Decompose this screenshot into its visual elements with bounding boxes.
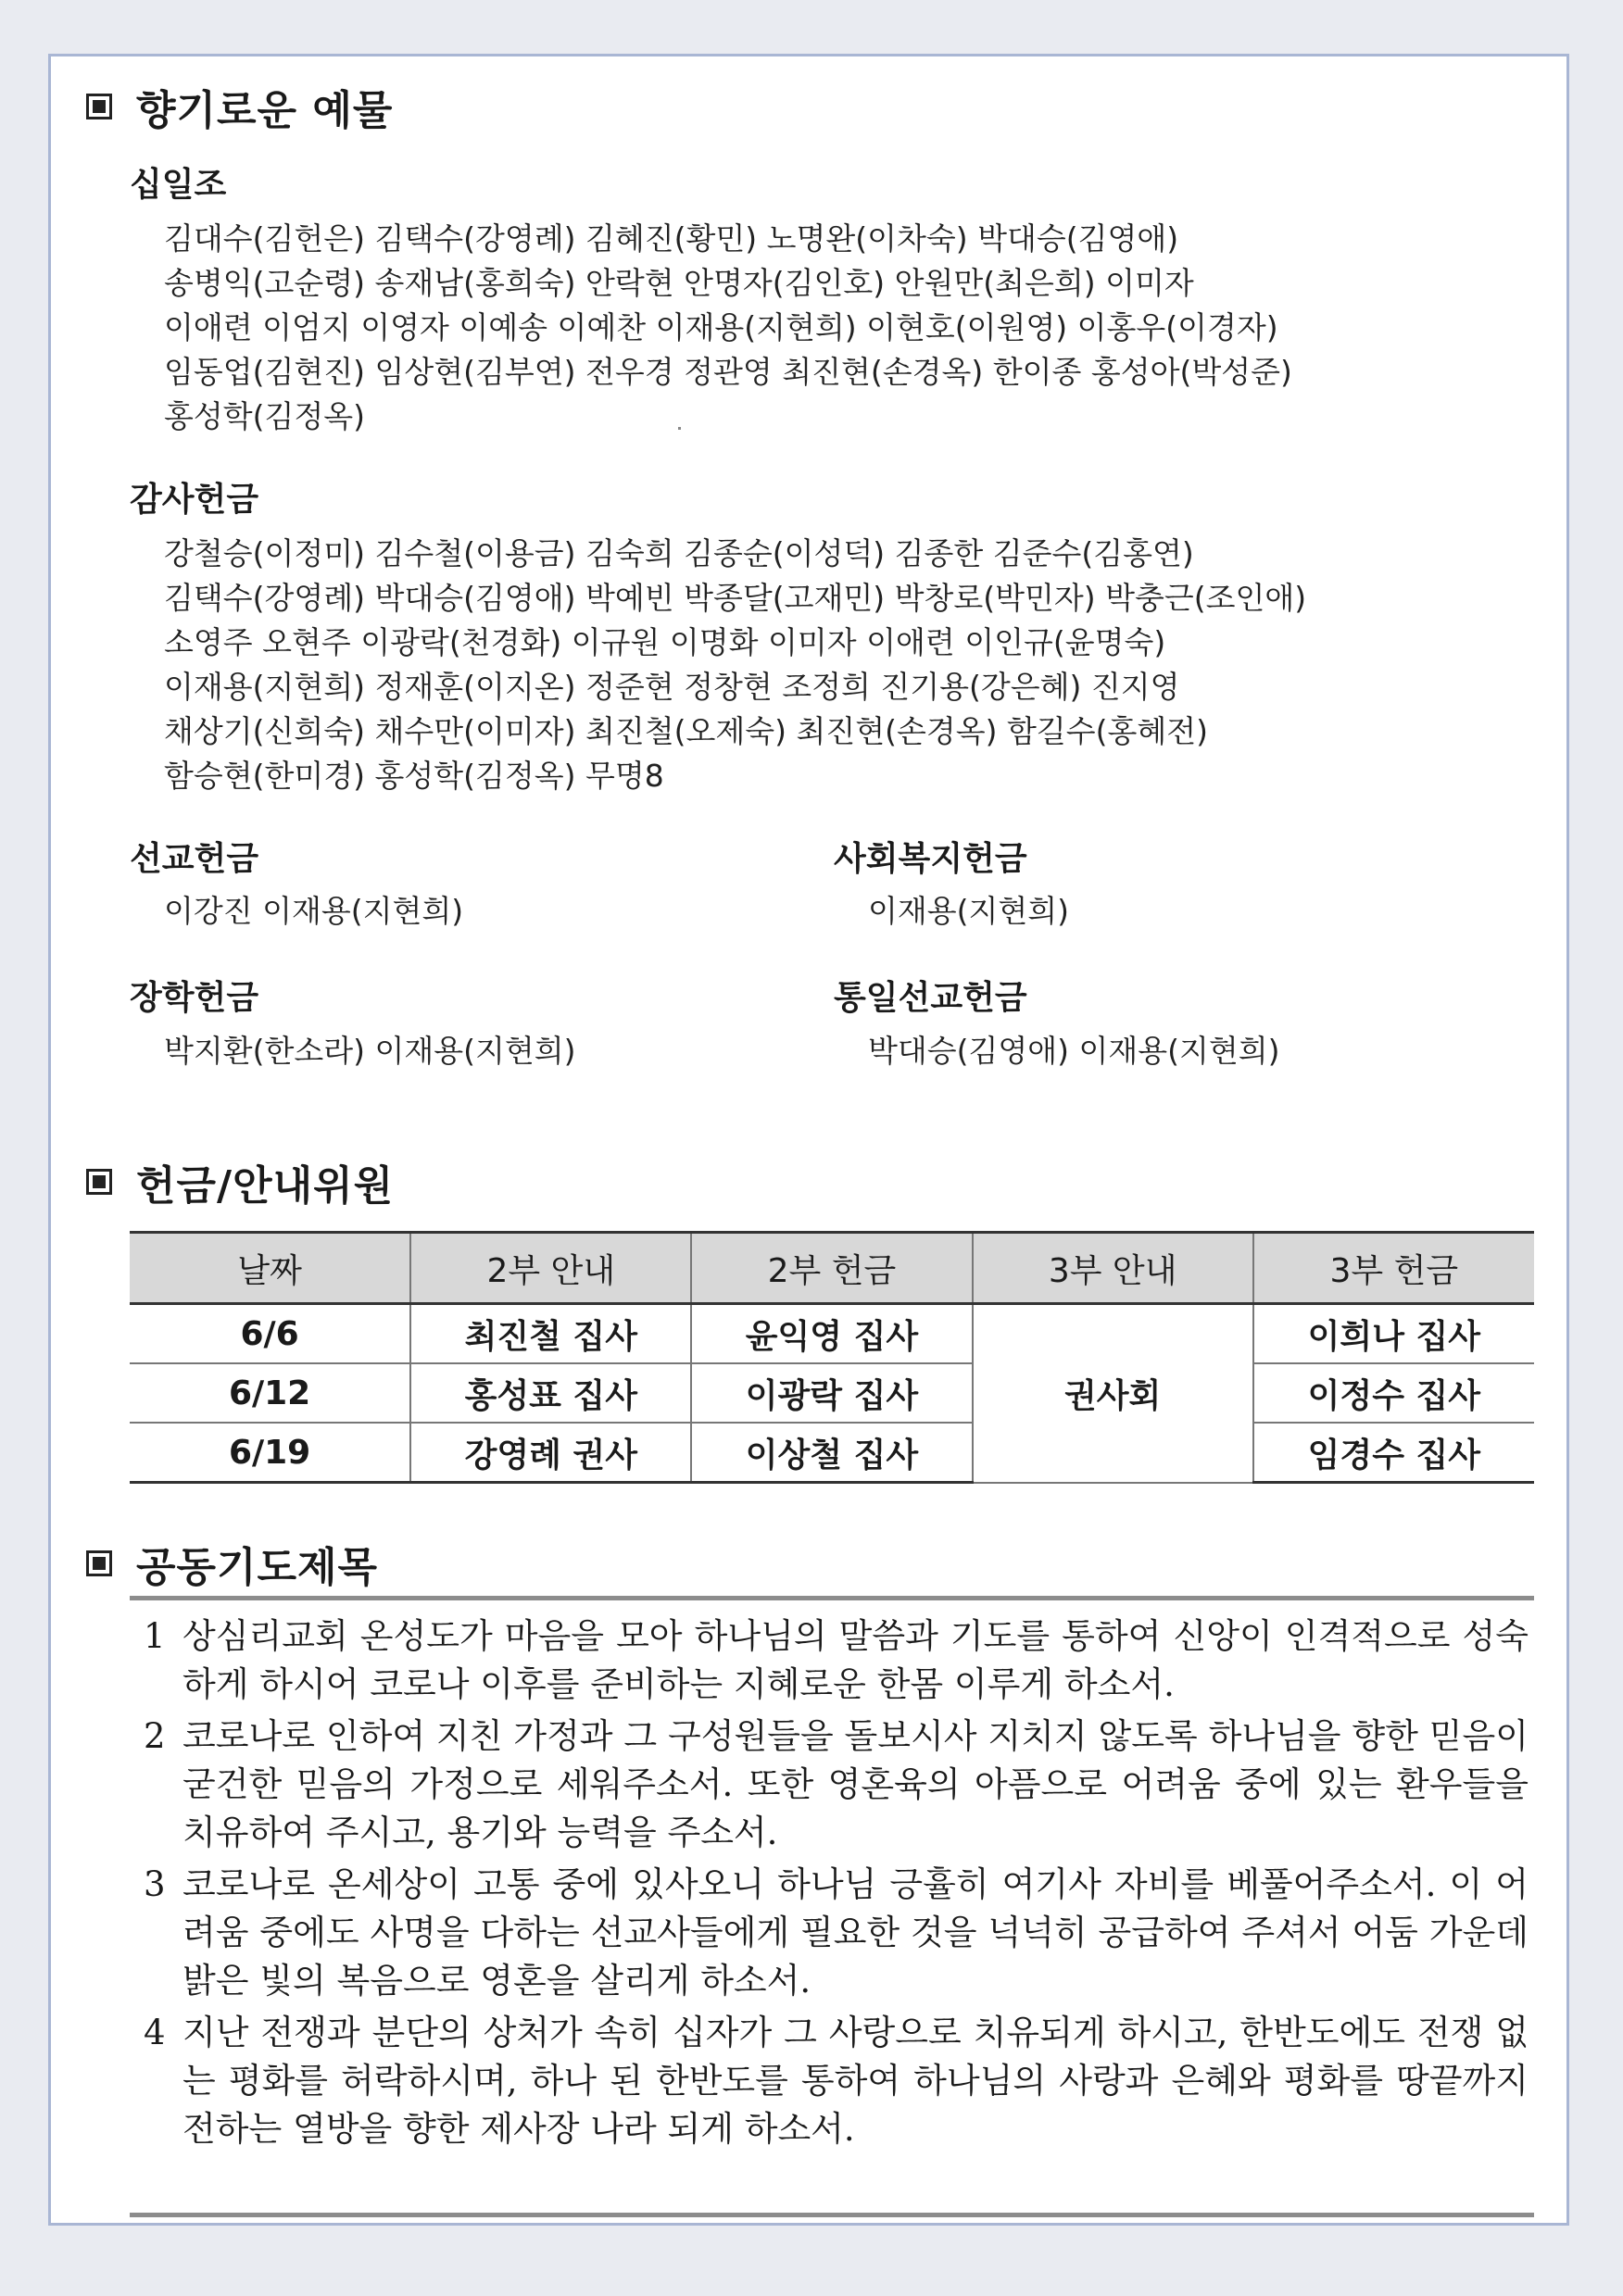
- prayer-number: 3: [144, 1864, 166, 1904]
- offerings-title: 향기로운 예물: [136, 87, 394, 134]
- tithe-names: 김대수(김헌은) 김택수(강영례) 김혜진(황민) 노명완(이차숙) 박대승(김영애) 송병익(고순령) 송재남(홍희숙) 안락현 안명자(김인호) 안원만(최은희) 이미자 이애련 이엄지 이영자 이예송 이예찬 이재용(지현희) 이현호(이원영) 이홍우(이경자) 임동업(김현진) 임상현(김부연) 전우경 정관영 최진현(손경옥) 한이종 홍성아(박성준) 홍성학(김정옥): [164, 220, 1292, 434]
- guide2-cell: 홍성표 집사: [410, 1363, 691, 1423]
- tithe-label: 십일조: [130, 166, 227, 204]
- offering3-cell: 임경수 집사: [1253, 1423, 1534, 1483]
- guide2-cell: 최진철 집사: [410, 1304, 691, 1364]
- ushers-title: 헌금/안내위원: [136, 1162, 395, 1210]
- prayer-item: [144, 2009, 1529, 2153]
- mission-label: 선교헌금: [130, 840, 259, 878]
- offering2-cell: 윤익영 집사: [691, 1304, 972, 1364]
- prayer-number: 1: [144, 1616, 166, 1656]
- usher-table: [130, 1231, 1534, 1484]
- prayer-text: 지난 전쟁과 분단의 상처가 속히 십자가 그 사랑으로 치유되게 하시고, 한반도에도 전쟁 없는 평화를 허락하시며, 하나 된 한반도를 통하여 하나님의 사랑과 은혜와 평화를 땅끝까지 전하는 열방을 향한 제사장 나라 되게 하소서.: [182, 2013, 1529, 2149]
- square-bullet-icon: [86, 94, 112, 119]
- thanks-label: 감사헌금: [130, 481, 259, 519]
- square-bullet-icon: [86, 1169, 112, 1195]
- prayer-item: [144, 1612, 1529, 1709]
- table-row: [130, 1423, 1534, 1483]
- scan-speck: [678, 427, 681, 430]
- col-2nd-offering: 2부 헌금: [691, 1233, 972, 1304]
- table-header-row: [130, 1233, 1534, 1304]
- square-bullet-icon: [86, 1550, 112, 1576]
- thanks-names: 강철승(이정미) 김수철(이용금) 김숙희 김종순(이성덕) 김종한 김준수(김홍연) 김택수(강영례) 박대승(김영애) 박예빈 박종달(고재민) 박창로(박민자) 박충근(조인애) 소영주 오현주 이광락(천경화) 이규원 이명화 이미자 이애련 이인규(윤명숙) 이재용(지현희) 정재훈(이지온) 정준현 정창현 조정희 진기용(강은혜) 진지영 채상기(신희숙) 채수만(이미자) 최진철(오제숙) 최진현(손경옥) 함길수(홍혜전) 함승현(한미경) 홍성학(김정옥) 무명8: [164, 535, 1307, 794]
- col-2nd-guide: 2부 안내: [410, 1233, 691, 1304]
- welfare-names: 이재용(지현희): [868, 893, 1070, 929]
- ushers-header: [86, 1152, 394, 1211]
- unification-label: 통일선교헌금: [834, 979, 1027, 1017]
- col-3rd-guide: 3부 안내: [973, 1233, 1253, 1304]
- scholarship-label: 장학헌금: [130, 979, 259, 1017]
- table-row: [130, 1363, 1534, 1423]
- welfare-label: 사회복지헌금: [834, 840, 1027, 878]
- prayer-text: 코로나로 인하여 지친 가정과 그 구성원들을 돌보시사 지치지 않도록 하나님을 향한 믿음이 굳건한 믿음의 가정으로 세워주소서. 또한 영혼육의 아픔으로 어려움 중에 있는 환우들을 치유하여 주시고, 용기와 능력을 주소서.: [182, 1716, 1529, 1852]
- prayer-top-rule: [130, 1596, 1534, 1600]
- offering2-cell: 이광락 집사: [691, 1363, 972, 1423]
- offering3-cell: 이정수 집사: [1253, 1363, 1534, 1423]
- date-cell: 6/12: [130, 1363, 410, 1423]
- table-row: [130, 1304, 1534, 1364]
- col-date: 날짜: [130, 1233, 410, 1304]
- prayer-text: 코로나로 온세상이 고통 중에 있사오니 하나님 긍휼히 여기사 자비를 베풀어주소서. 이 어려움 중에도 사명을 다하는 선교사들에게 필요한 것을 넉넉히 공급하여 주셔서 어둠 가운데 밝은 빛의 복음으로 영혼을 살리게 하소서.: [182, 1864, 1529, 2001]
- prayer-bottom-rule: [130, 2213, 1534, 2217]
- prayer-list: [144, 1612, 1529, 2157]
- prayer-number: 4: [144, 2013, 166, 2052]
- offering3-cell: 이희나 집사: [1253, 1304, 1534, 1364]
- mission-names: 이강진 이재용(지현희): [164, 893, 464, 929]
- col-3rd-offering: 3부 헌금: [1253, 1233, 1534, 1304]
- guide3-merged-cell: 권사회: [973, 1304, 1253, 1483]
- prayer-number: 2: [144, 1716, 166, 1756]
- scholarship-names: 박지환(한소라) 이재용(지현희): [164, 1033, 576, 1069]
- guide2-cell: 강영례 권사: [410, 1423, 691, 1483]
- bulletin-page: [48, 54, 1569, 2226]
- prayer-item: [144, 1861, 1529, 2005]
- offerings-header: [86, 77, 393, 136]
- date-cell: 6/6: [130, 1304, 410, 1364]
- prayer-item: [144, 1713, 1529, 1857]
- offering2-cell: 이상철 집사: [691, 1423, 972, 1483]
- date-cell: 6/19: [130, 1423, 410, 1483]
- unification-names: 박대승(김영애) 이재용(지현희): [868, 1033, 1280, 1069]
- prayer-text: 상심리교회 온성도가 마음을 모아 하나님의 말씀과 기도를 통하여 신앙이 인격적으로 성숙하게 하시어 코로나 이후를 준비하는 지혜로운 한몸 이루게 하소서.: [182, 1616, 1529, 1704]
- prayer-header: [86, 1534, 378, 1593]
- prayer-title: 공동기도제목: [136, 1544, 379, 1591]
